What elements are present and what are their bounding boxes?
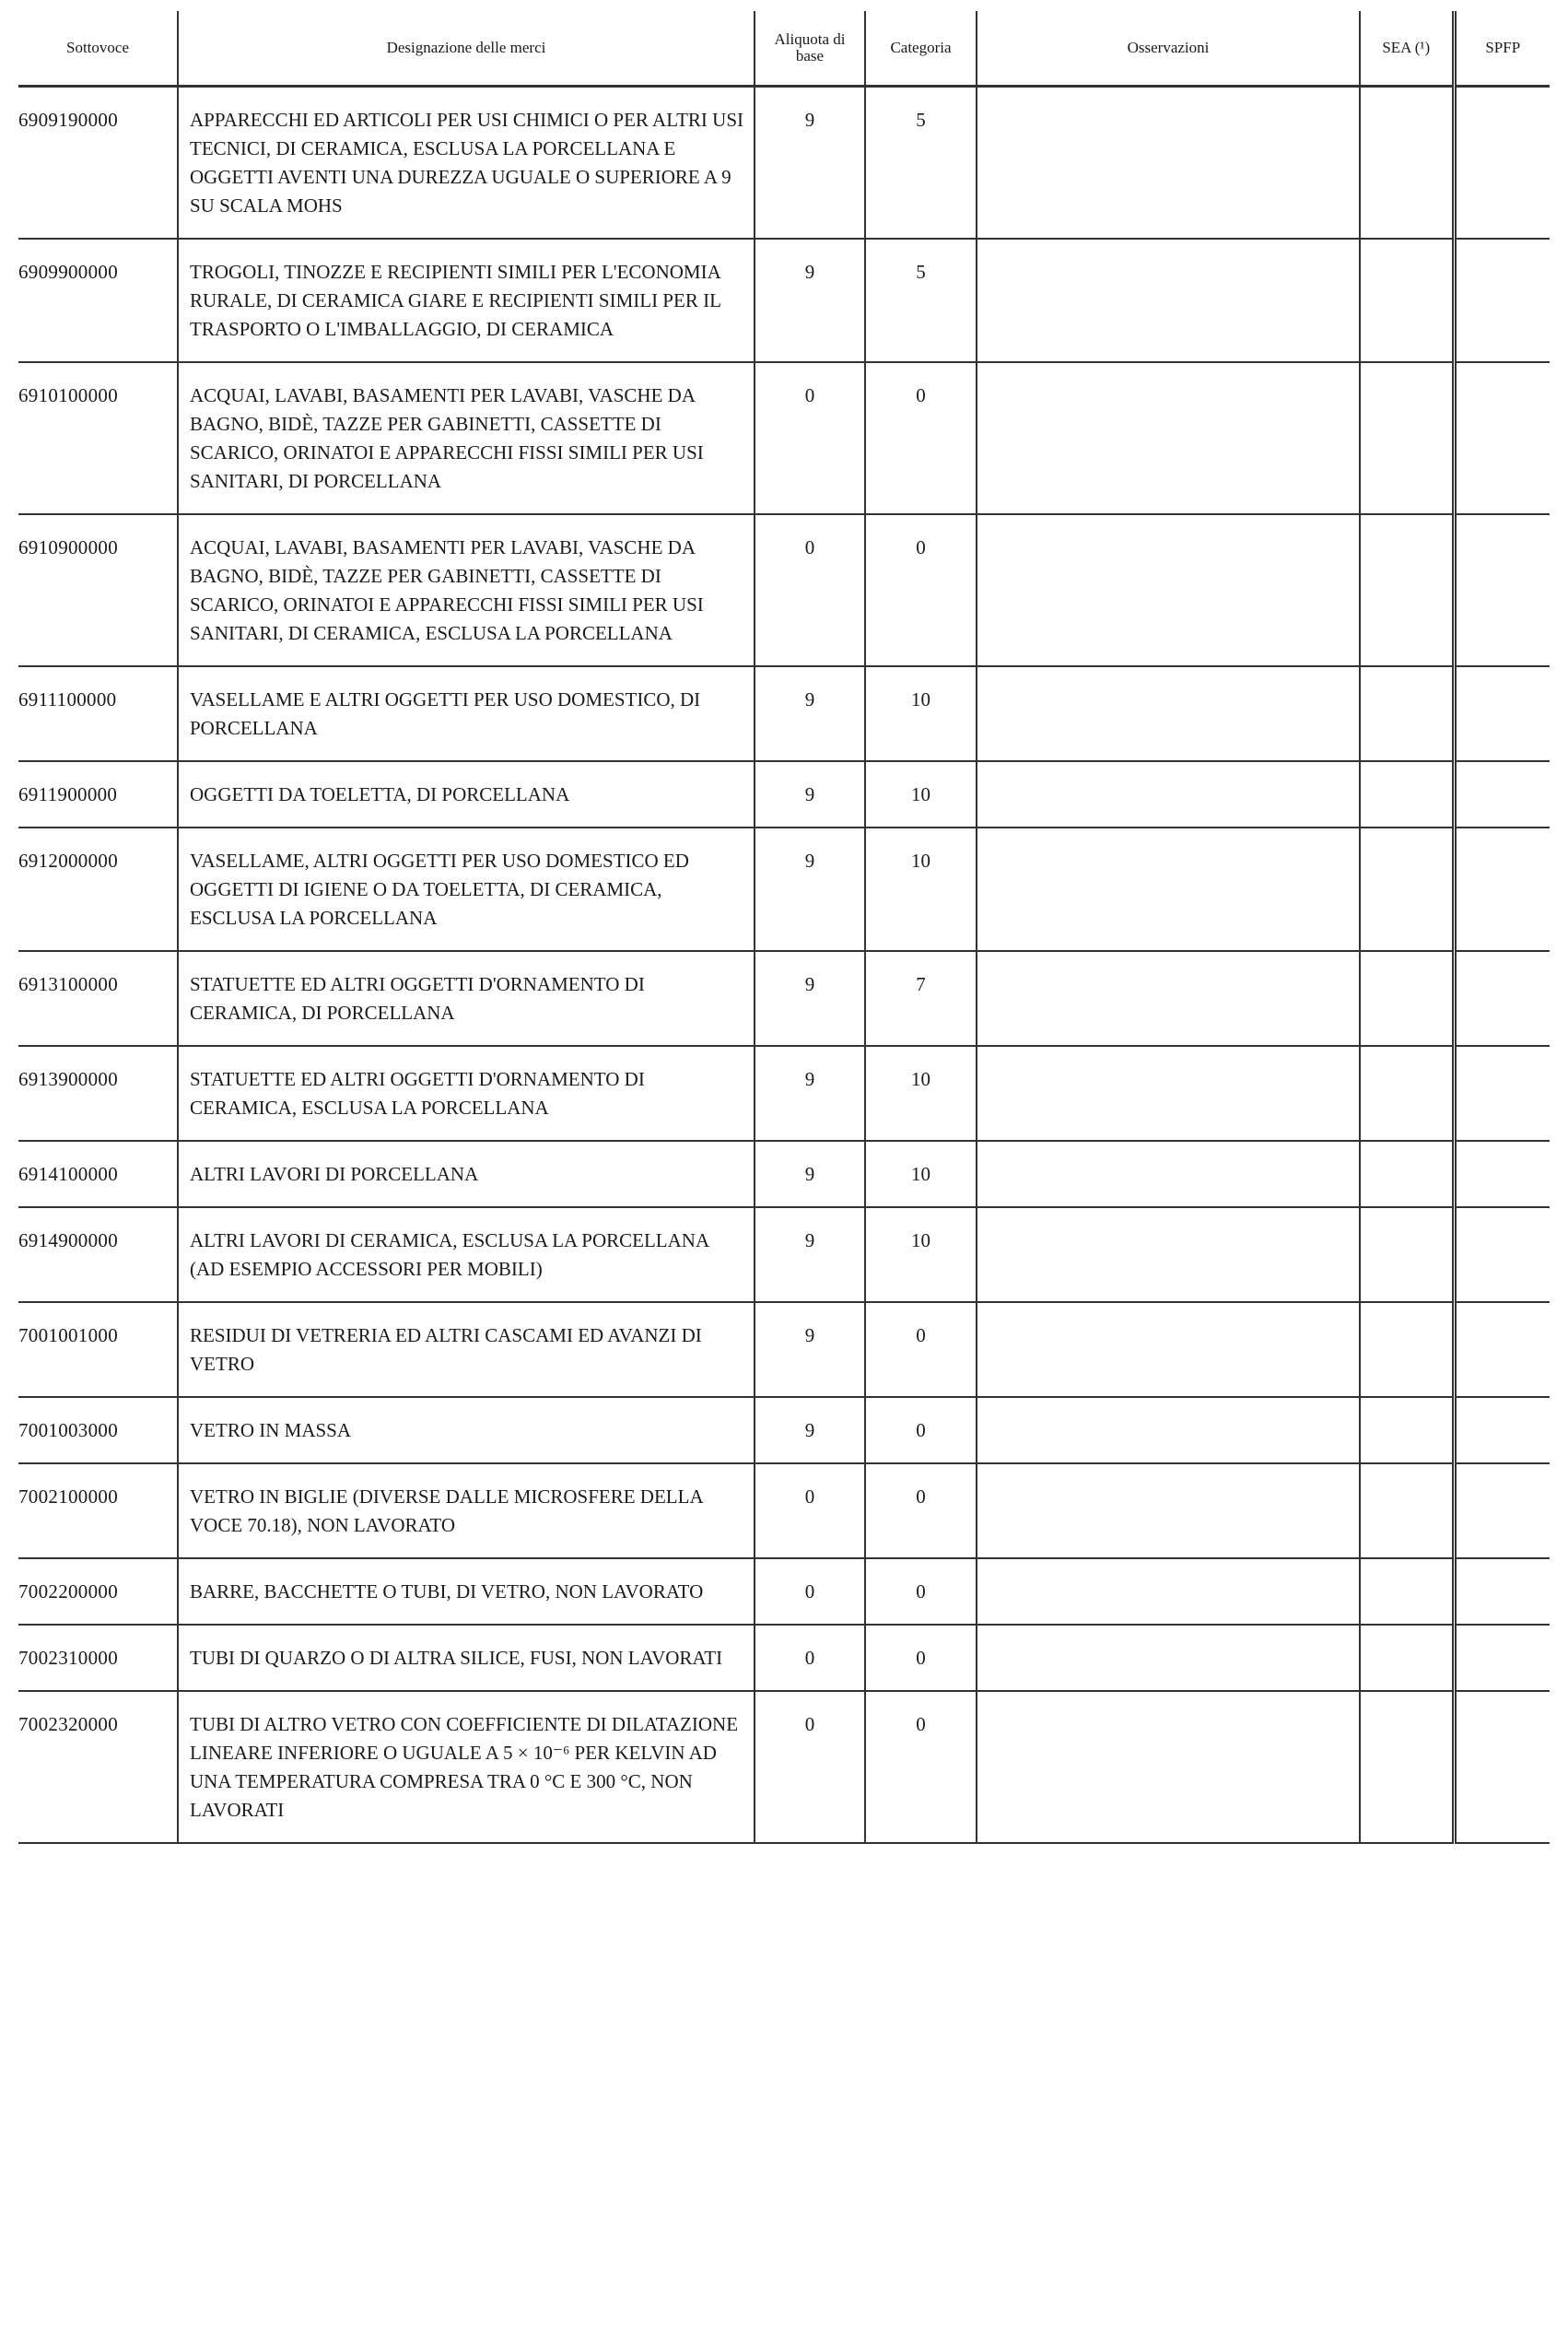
cell-spfp: [1454, 1625, 1550, 1691]
cell-spfp: [1454, 951, 1550, 1046]
table-row: [18, 1397, 1550, 1463]
cell-observations: [977, 1558, 1360, 1625]
cell-observations: [977, 1625, 1360, 1691]
cell-description: ALTRI LAVORI DI CERAMICA, ESCLUSA LA PORCELLANA (AD ESEMPIO ACCESSORI PER MOBILI): [178, 1207, 755, 1302]
cell-sea: [1360, 666, 1454, 761]
cell-observations: [977, 828, 1360, 951]
cell-sea: [1360, 1207, 1454, 1302]
cell-sea: [1360, 1463, 1454, 1558]
cell-code: 7002320000: [18, 1691, 178, 1843]
cell-spfp: [1454, 761, 1550, 828]
header-spfp: SPFP: [1454, 11, 1550, 87]
cell-sea: [1360, 1625, 1454, 1691]
cell-code: 6911100000: [18, 666, 178, 761]
tariff-table: [18, 11, 1550, 1844]
cell-observations: [977, 1207, 1360, 1302]
cell-base-rate: 9: [755, 666, 865, 761]
cell-base-rate: 0: [755, 514, 865, 666]
table-header: [18, 11, 1550, 87]
cell-category: 10: [865, 1141, 977, 1207]
cell-observations: [977, 239, 1360, 362]
cell-category: 0: [865, 1558, 977, 1625]
cell-spfp: [1454, 1046, 1550, 1141]
cell-base-rate: 0: [755, 362, 865, 514]
cell-sea: [1360, 1397, 1454, 1463]
table-row: [18, 828, 1550, 951]
cell-description: VETRO IN BIGLIE (DIVERSE DALLE MICROSFERE DELLA VOCE 70.18), NON LAVORATO: [178, 1463, 755, 1558]
cell-category: 0: [865, 514, 977, 666]
cell-observations: [977, 1691, 1360, 1843]
cell-description: BARRE, BACCHETTE O TUBI, DI VETRO, NON LAVORATO: [178, 1558, 755, 1625]
cell-description: VASELLAME, ALTRI OGGETTI PER USO DOMESTICO ED OGGETTI DI IGIENE O DA TOELETTA, DI CERAMICA, ESCLUSA LA PORCELLANA: [178, 828, 755, 951]
header-sea: SEA (¹): [1360, 11, 1454, 87]
cell-base-rate: 9: [755, 1046, 865, 1141]
cell-description: TUBI DI ALTRO VETRO CON COEFFICIENTE DI DILATAZIONE LINEARE INFERIORE O UGUALE A 5 × 10⁻⁶ PER KELVIN AD UNA TEMPERATURA COMPRESA TRA 0 °C E 300 °C, NON LAVORATI: [178, 1691, 755, 1843]
table-row: [18, 1625, 1550, 1691]
table-row: [18, 87, 1550, 240]
table-row: [18, 1141, 1550, 1207]
table-row: [18, 1463, 1550, 1558]
cell-sea: [1360, 1302, 1454, 1397]
cell-category: 0: [865, 1691, 977, 1843]
cell-code: 7001001000: [18, 1302, 178, 1397]
cell-category: 0: [865, 1625, 977, 1691]
cell-category: 5: [865, 87, 977, 240]
cell-sea: [1360, 761, 1454, 828]
cell-code: 6910900000: [18, 514, 178, 666]
cell-observations: [977, 362, 1360, 514]
cell-description: STATUETTE ED ALTRI OGGETTI D'ORNAMENTO DI CERAMICA, DI PORCELLANA: [178, 951, 755, 1046]
cell-spfp: [1454, 828, 1550, 951]
cell-category: 10: [865, 1046, 977, 1141]
cell-sea: [1360, 514, 1454, 666]
cell-observations: [977, 761, 1360, 828]
cell-base-rate: 9: [755, 1302, 865, 1397]
cell-observations: [977, 87, 1360, 240]
cell-observations: [977, 1046, 1360, 1141]
cell-description: ACQUAI, LAVABI, BASAMENTI PER LAVABI, VASCHE DA BAGNO, BIDÈ, TAZZE PER GABINETTI, CASSETTE DI SCARICO, ORINATOI E APPARECCHI FISSI SIMILI PER USI SANITARI, DI PORCELLANA: [178, 362, 755, 514]
cell-category: 0: [865, 362, 977, 514]
cell-description: APPARECCHI ED ARTICOLI PER USI CHIMICI O PER ALTRI USI TECNICI, DI CERAMICA, ESCLUSA LA PORCELLANA E OGGETTI AVENTI UNA DUREZZA UGUALE O SUPERIORE A 9 SU SCALA MOHS: [178, 87, 755, 240]
cell-code: 6913100000: [18, 951, 178, 1046]
table-row: [18, 666, 1550, 761]
cell-code: 7002200000: [18, 1558, 178, 1625]
cell-base-rate: 0: [755, 1625, 865, 1691]
cell-code: 7002310000: [18, 1625, 178, 1691]
cell-code: 6910100000: [18, 362, 178, 514]
cell-observations: [977, 666, 1360, 761]
header-base-rate: Aliquota di base: [755, 11, 865, 87]
cell-sea: [1360, 951, 1454, 1046]
table-row: [18, 1207, 1550, 1302]
cell-observations: [977, 1463, 1360, 1558]
cell-sea: [1360, 87, 1454, 240]
cell-description: OGGETTI DA TOELETTA, DI PORCELLANA: [178, 761, 755, 828]
cell-description: VASELLAME E ALTRI OGGETTI PER USO DOMESTICO, DI PORCELLANA: [178, 666, 755, 761]
header-code: Sottovoce: [18, 11, 178, 87]
table-row: [18, 1046, 1550, 1141]
cell-spfp: [1454, 239, 1550, 362]
cell-category: 7: [865, 951, 977, 1046]
cell-base-rate: 9: [755, 239, 865, 362]
cell-base-rate: 0: [755, 1463, 865, 1558]
cell-category: 10: [865, 1207, 977, 1302]
cell-spfp: [1454, 1691, 1550, 1843]
header-category: Categoria: [865, 11, 977, 87]
cell-observations: [977, 1302, 1360, 1397]
cell-base-rate: 0: [755, 1691, 865, 1843]
table-row: [18, 514, 1550, 666]
cell-sea: [1360, 1141, 1454, 1207]
header-observations: Osservazioni: [977, 11, 1360, 87]
cell-spfp: [1454, 514, 1550, 666]
cell-spfp: [1454, 1558, 1550, 1625]
cell-spfp: [1454, 1207, 1550, 1302]
cell-spfp: [1454, 1141, 1550, 1207]
table-body: [18, 87, 1550, 1844]
table-row: [18, 362, 1550, 514]
cell-spfp: [1454, 1397, 1550, 1463]
cell-observations: [977, 951, 1360, 1046]
cell-description: STATUETTE ED ALTRI OGGETTI D'ORNAMENTO DI CERAMICA, ESCLUSA LA PORCELLANA: [178, 1046, 755, 1141]
cell-category: 10: [865, 666, 977, 761]
cell-observations: [977, 1141, 1360, 1207]
cell-sea: [1360, 828, 1454, 951]
table-row: [18, 239, 1550, 362]
cell-base-rate: 9: [755, 828, 865, 951]
table-row: [18, 1302, 1550, 1397]
cell-base-rate: 9: [755, 87, 865, 240]
cell-description: TROGOLI, TINOZZE E RECIPIENTI SIMILI PER L'ECONOMIA RURALE, DI CERAMICA GIARE E RECIPIENTI SIMILI PER IL TRASPORTO O L'IMBALLAGGIO, DI CERAMICA: [178, 239, 755, 362]
table-row: [18, 1558, 1550, 1625]
cell-code: 7002100000: [18, 1463, 178, 1558]
cell-code: 6913900000: [18, 1046, 178, 1141]
cell-sea: [1360, 239, 1454, 362]
header-description: Designazione delle merci: [178, 11, 755, 87]
cell-spfp: [1454, 87, 1550, 240]
cell-code: 6909900000: [18, 239, 178, 362]
cell-code: 6914900000: [18, 1207, 178, 1302]
cell-category: 5: [865, 239, 977, 362]
cell-spfp: [1454, 1463, 1550, 1558]
cell-description: ALTRI LAVORI DI PORCELLANA: [178, 1141, 755, 1207]
cell-category: 0: [865, 1397, 977, 1463]
table-row: [18, 951, 1550, 1046]
cell-base-rate: 9: [755, 1141, 865, 1207]
cell-sea: [1360, 1046, 1454, 1141]
cell-category: 10: [865, 828, 977, 951]
table-row: [18, 761, 1550, 828]
cell-spfp: [1454, 1302, 1550, 1397]
cell-sea: [1360, 1558, 1454, 1625]
cell-base-rate: 9: [755, 761, 865, 828]
cell-category: 0: [865, 1463, 977, 1558]
cell-category: 10: [865, 761, 977, 828]
cell-code: 7001003000: [18, 1397, 178, 1463]
cell-sea: [1360, 362, 1454, 514]
cell-category: 0: [865, 1302, 977, 1397]
cell-base-rate: 9: [755, 1397, 865, 1463]
table-row: [18, 1691, 1550, 1843]
tariff-page: [18, 11, 1550, 1844]
cell-base-rate: 9: [755, 1207, 865, 1302]
cell-spfp: [1454, 666, 1550, 761]
cell-code: 6909190000: [18, 87, 178, 240]
cell-description: ACQUAI, LAVABI, BASAMENTI PER LAVABI, VASCHE DA BAGNO, BIDÈ, TAZZE PER GABINETTI, CASSETTE DI SCARICO, ORINATOI E APPARECCHI FISSI SIMILI PER USI SANITARI, DI CERAMICA, ESCLUSA LA PORCELLANA: [178, 514, 755, 666]
cell-sea: [1360, 1691, 1454, 1843]
cell-code: 6911900000: [18, 761, 178, 828]
cell-code: 6912000000: [18, 828, 178, 951]
cell-description: RESIDUI DI VETRERIA ED ALTRI CASCAMI ED AVANZI DI VETRO: [178, 1302, 755, 1397]
cell-base-rate: 0: [755, 1558, 865, 1625]
cell-spfp: [1454, 362, 1550, 514]
cell-observations: [977, 514, 1360, 666]
cell-description: TUBI DI QUARZO O DI ALTRA SILICE, FUSI, NON LAVORATI: [178, 1625, 755, 1691]
cell-code: 6914100000: [18, 1141, 178, 1207]
cell-description: VETRO IN MASSA: [178, 1397, 755, 1463]
cell-observations: [977, 1397, 1360, 1463]
cell-base-rate: 9: [755, 951, 865, 1046]
